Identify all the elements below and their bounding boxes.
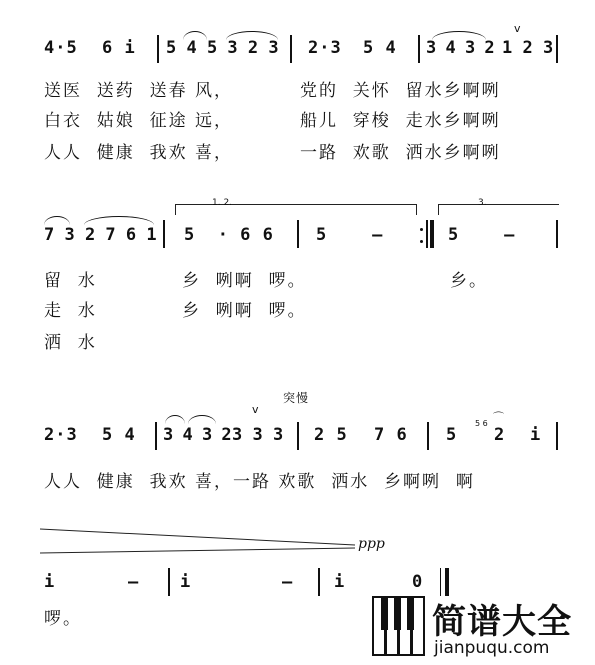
note-group: 2·3 (308, 38, 342, 58)
decrescendo-hairpin (40, 526, 360, 556)
barline (163, 220, 165, 248)
slur (188, 415, 216, 424)
final-barline-thick (445, 568, 449, 596)
note-group: 2·3 (44, 425, 78, 445)
grace-notes: 5 6 (475, 419, 488, 428)
note-group: 7 6 (374, 425, 408, 445)
lyric-verse-1-right: 党的 关怀 留水乡啊咧 (300, 81, 501, 101)
lyric-verse-1: 留 水 (44, 271, 97, 291)
barline (168, 568, 170, 596)
logo-url: jianpuqu.com (434, 638, 550, 658)
barline (297, 422, 299, 450)
dash: — (282, 572, 294, 592)
barline (155, 422, 157, 450)
barline (426, 220, 428, 248)
note-group: 5 · 6 6 (184, 225, 274, 245)
rest: 0 (412, 572, 424, 592)
lyric-line: 啰。 (44, 609, 82, 629)
barline (318, 568, 320, 596)
note-group: 3 4 3 2 (163, 425, 233, 445)
system-2 (0, 190, 595, 360)
note-group: 5 4 (102, 425, 136, 445)
lyric-verse-2: 白衣 姑娘 征途 远， (44, 111, 234, 131)
note-group: 5 4 5 3 2 3 (166, 38, 280, 58)
volta-bracket (438, 204, 559, 215)
barline (290, 35, 292, 63)
lyric-line: 人人 健康 我欢 喜，一路 欢歌 洒水 乡啊咧 啊 (44, 472, 475, 492)
note: i (44, 572, 56, 592)
volta-label: 1. 2. (212, 198, 233, 208)
note-group: 2 (494, 425, 506, 445)
site-logo (372, 596, 590, 660)
repeat-dot (420, 228, 423, 231)
lyric-verse-3: 人人 健康 我欢 喜， (44, 143, 234, 163)
piano-keys-icon (372, 596, 424, 656)
note-group: 5 (446, 425, 458, 445)
note: i (334, 572, 346, 592)
note-group: 1 2 3 (502, 38, 555, 58)
note-group: 3 4 3 2 (426, 38, 496, 58)
barline (157, 35, 159, 63)
lyric-verse-2-right: 船儿 穿梭 走水乡啊咧 (300, 111, 501, 131)
breath-mark: v (514, 22, 521, 35)
repeat-dot (420, 240, 423, 243)
repeat-barline (430, 220, 434, 248)
lyric-verse-1-mid: 乡 咧啊 啰。 (182, 271, 307, 291)
system-3 (0, 385, 595, 495)
system-1 (0, 0, 595, 170)
slur (84, 216, 154, 225)
barline (556, 422, 558, 450)
note-group: 6 i (102, 38, 136, 58)
lyric-verse-2: 走 水 (44, 301, 97, 321)
note-group: 7 3 2 7 6 1 (44, 225, 158, 245)
barline (427, 422, 429, 450)
note-group: 5 4 (363, 38, 397, 58)
barline (556, 35, 558, 63)
final-barline-thin (440, 568, 441, 596)
dynamic-marking: ppp (358, 536, 385, 552)
fermata: ⌒ (493, 411, 504, 424)
note: i (180, 572, 192, 592)
dash: — (128, 572, 140, 592)
note-group: 2 5 (314, 425, 348, 445)
note-group: i (530, 425, 542, 445)
breath-mark: v (252, 403, 259, 416)
barline (418, 35, 420, 63)
note-group: 5 — (448, 225, 516, 245)
slur (165, 415, 185, 424)
note-group: 5 — (316, 225, 384, 245)
logo-title: 简谱大全 (432, 602, 572, 642)
barline (297, 220, 299, 248)
lyric-verse-3-end: 乡。 (450, 271, 488, 291)
lyric-verse-3: 洒 水 (44, 333, 97, 353)
lyric-verse-1: 送医 送药 送春 风， (44, 81, 234, 101)
tempo-marking: 突慢 (283, 391, 310, 405)
slur (44, 216, 70, 225)
lyric-verse-2-mid: 乡 咧啊 啰。 (182, 301, 307, 321)
lyric-verse-3-right: 一路 欢歌 洒水乡啊咧 (300, 143, 501, 163)
note-group: 4·5 (44, 38, 78, 58)
note-group: 3 3 3 (232, 425, 285, 445)
barline (556, 220, 558, 248)
volta-label: 3. (478, 198, 487, 208)
